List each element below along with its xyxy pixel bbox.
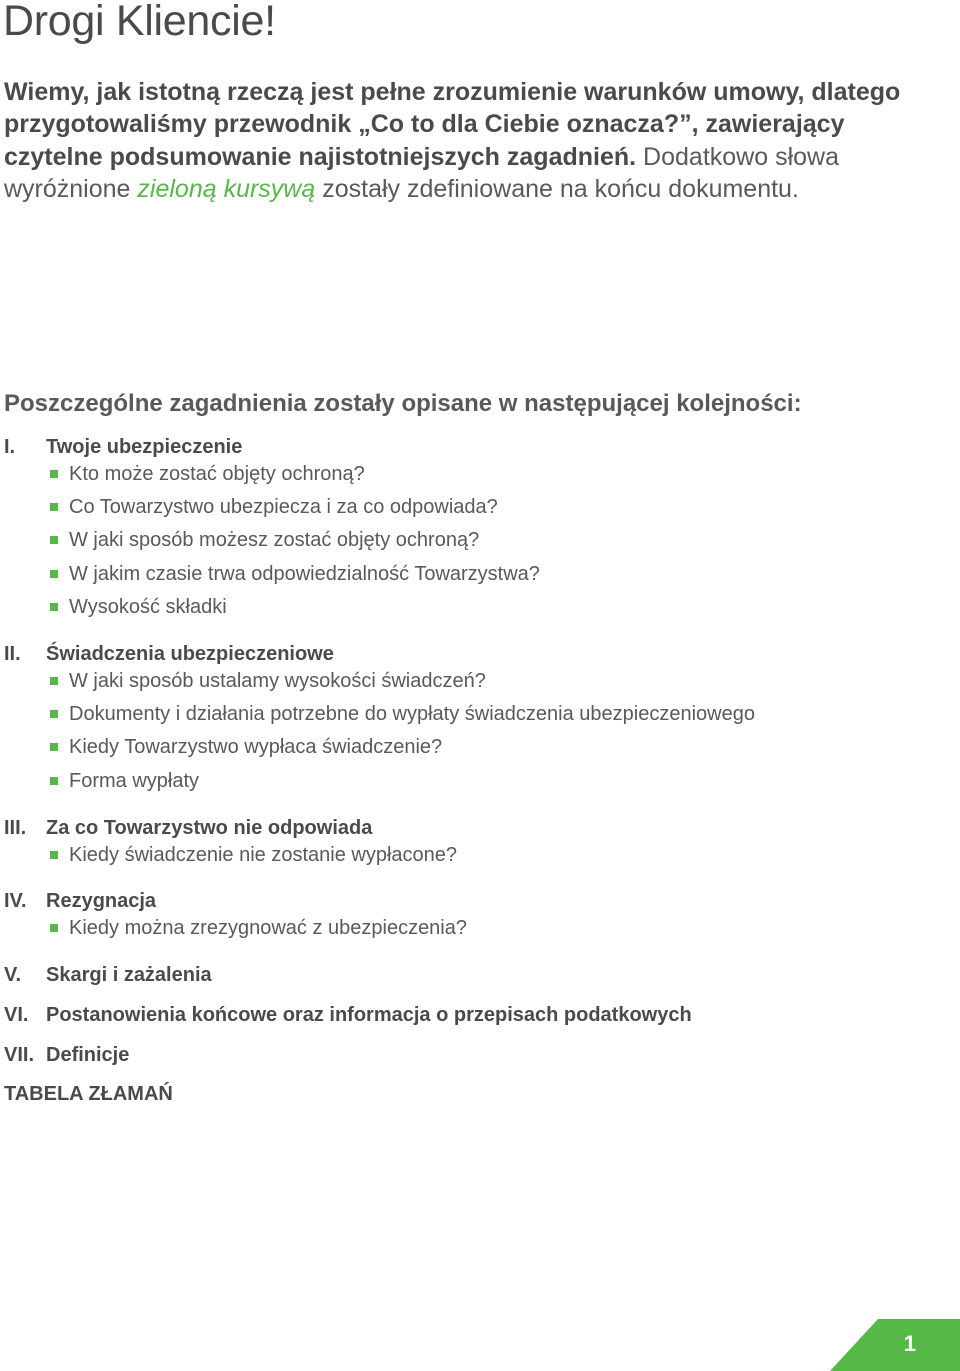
toc-heading: Poszczególne zagadnienia zostały opisane w następującej kolejności: <box>4 390 802 417</box>
section-number: II. <box>4 643 21 665</box>
square-bullet-icon <box>50 677 58 685</box>
section-number: V. <box>4 964 22 986</box>
toc-item[interactable] <box>50 596 227 619</box>
square-bullet-icon <box>50 470 58 478</box>
toc-section[interactable] <box>4 964 212 987</box>
intro-bold-text: Wiemy, jak istotną rzeczą jest pełne zrozumienie warunków umowy, dlatego przygotowaliśmy przewodnik „Co to dla Ciebie oznacza?”, zawierający czytelne podsumowanie najistotniejszych zagadnień. <box>4 78 901 171</box>
section-title: Definicje <box>46 1044 130 1066</box>
green-trapezoid <box>830 1319 960 1371</box>
section-number: IV. <box>4 890 27 912</box>
toc-item-label: Forma wypłaty <box>69 770 200 792</box>
section-title: Rezygnacja <box>46 890 157 912</box>
section-number: III. <box>4 817 27 839</box>
intro-text-after: zostały zdefiniowane na końcu dokumentu. <box>322 175 799 204</box>
square-bullet-icon <box>50 603 58 611</box>
square-bullet-icon <box>50 503 58 511</box>
toc-item-label: W jakim czasie trwa odpowiedzialność Towarzystwa? <box>69 563 540 585</box>
toc-item-label: Kiedy Towarzystwo wypłaca świadczenie? <box>69 736 443 758</box>
section-title: Skargi i zażalenia <box>46 964 212 986</box>
toc-item-label: W jaki sposób możesz zostać objęty ochroną? <box>69 529 480 551</box>
toc-item[interactable] <box>50 703 755 726</box>
section-number: VII. <box>4 1044 35 1066</box>
section-title: Za co Towarzystwo nie odpowiada <box>46 817 373 839</box>
toc-section[interactable] <box>4 436 242 459</box>
toc-item-label: Wysokość składki <box>69 596 227 618</box>
green-corner-shape <box>830 1319 960 1371</box>
square-bullet-icon <box>50 851 58 859</box>
square-bullet-icon <box>50 710 58 718</box>
section-number: VI. <box>4 1004 29 1026</box>
toc-item-label: Dokumenty i działania potrzebne do wypłaty świadczenia ubezpieczeniowego <box>69 703 755 725</box>
toc-item[interactable] <box>50 844 457 867</box>
square-bullet-icon <box>50 777 58 785</box>
toc-item[interactable] <box>50 463 365 486</box>
toc-item[interactable] <box>50 917 467 940</box>
toc-item[interactable] <box>50 529 479 552</box>
toc-item[interactable] <box>50 496 498 519</box>
square-bullet-icon <box>50 536 58 544</box>
fracture-table-link[interactable]: TABELA ZŁAMAŃ <box>4 1083 173 1105</box>
toc-item[interactable] <box>50 670 486 693</box>
section-title: Twoje ubezpieczenie <box>46 436 243 458</box>
toc-item-label: Kto może zostać objęty ochroną? <box>69 463 365 485</box>
page-title: Drogi Kliencie! <box>3 0 276 45</box>
section-title: Postanowienia końcowe oraz informacja o przepisach podatkowych <box>46 1004 692 1026</box>
toc-item-label: Co Towarzystwo ubezpiecza i za co odpowiada? <box>69 496 498 518</box>
toc-item[interactable] <box>50 770 199 793</box>
toc-section[interactable] <box>4 643 334 666</box>
intro-green-italic-text: zieloną kursywą <box>137 175 316 204</box>
toc-item[interactable] <box>50 563 540 586</box>
toc-section[interactable] <box>4 890 156 913</box>
square-bullet-icon <box>50 570 58 578</box>
page-number: 1 <box>903 1331 916 1356</box>
section-number: I. <box>4 436 16 458</box>
toc-section[interactable] <box>4 1044 129 1067</box>
toc-item-label: Kiedy świadczenie nie zostanie wypłacone? <box>69 844 458 866</box>
section-title: Świadczenia ubezpieczeniowe <box>46 643 334 665</box>
toc-section[interactable] <box>4 817 372 840</box>
toc-section[interactable] <box>4 1004 692 1027</box>
intro-text-before: Dodatkowo słowa wyróżnione <box>4 142 839 204</box>
page-number-tab <box>830 1319 960 1371</box>
toc-item-label: W jaki sposób ustalamy wysokości świadczeń? <box>69 670 486 692</box>
toc-item[interactable] <box>50 736 442 759</box>
square-bullet-icon <box>50 743 58 751</box>
toc-item-label: Kiedy można zrezygnować z ubezpieczenia? <box>69 917 467 939</box>
square-bullet-icon <box>50 924 58 932</box>
